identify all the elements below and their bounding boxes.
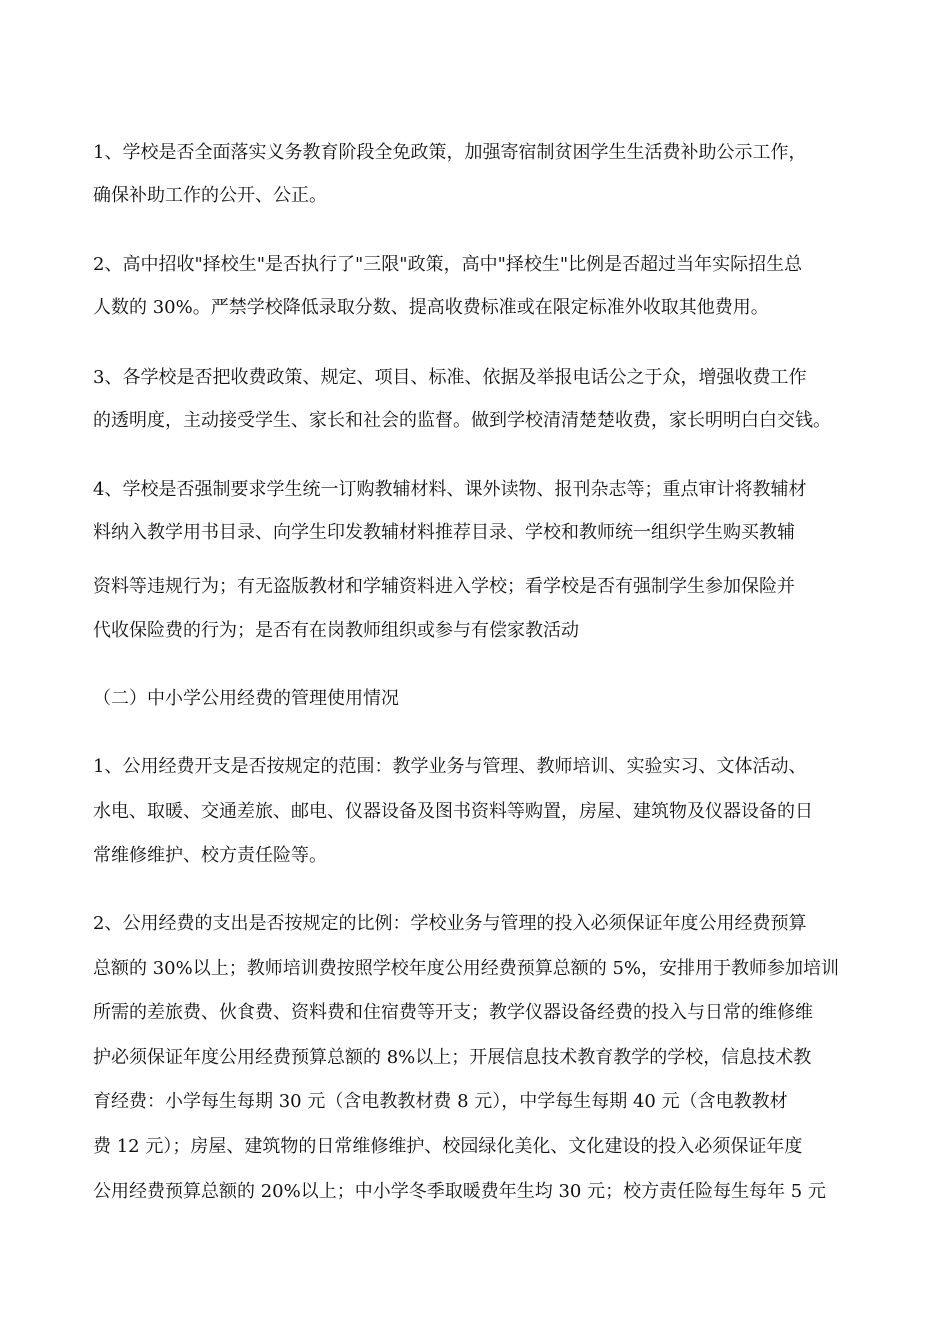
text-line: 资料等违规行为；有无盗版教材和学辅资料进入学校；看学校是否有强制学生参加保险并	[93, 576, 795, 597]
text-line: 4、学校是否强制要求学生统一订购教辅材料、课外读物、报刊杂志等；重点审计将教辅材	[93, 479, 807, 500]
text-line: 料纳入教学用书目录、向学生印发教辅材料推荐目录、学校和教师统一组织学生购买教辅	[93, 522, 795, 543]
text-line: 代收保险费的行为；是否有在岗教师组织或参与有偿家教活动	[93, 620, 579, 641]
text-line: 2、高中招收"择校生"是否执行了"三限"政策，高中"择校生"比例是否超过当年实际招生总	[93, 254, 803, 275]
text-line: 常维修维护、校方责任险等。	[93, 845, 327, 866]
text-line: 3、各学校是否把收费政策、规定、项目、标准、依据及举报电话公之于众，增强收费工作	[93, 367, 807, 388]
text-line: 所需的差旅费、伙食费、资料费和住宿费等开支；教学仪器设备经费的投入与日常的维修维	[93, 1002, 813, 1023]
text-line: 护必须保证年度公用经费预算总额的 8%以上；开展信息技术教育教学的学校，信息技术教	[93, 1047, 812, 1068]
text-line: 总额的 30%以上；教师培训费按照学校年度公用经费预算总额的 5%，安排用于教师参加培训	[93, 958, 840, 979]
text-line: 1、学校是否全面落实义务教育阶段全免政策，加强寄宿制贫困学生生活费补助公示工作，	[93, 142, 807, 163]
text-line: 确保补助工作的公开、公正。	[93, 185, 327, 206]
text-line: 2、公用经费的支出是否按规定的比例：学校业务与管理的投入必须保证年度公用经费预算	[93, 913, 807, 934]
text-line: 育经费：小学每生每期 30 元（含电教教材费 8 元），中学每生每期 40 元（含电教教材	[93, 1091, 788, 1112]
text-line: 人数的 30%。严禁学校降低录取分数、提高收费标准或在限定标准外收取其他费用。	[93, 297, 769, 318]
text-line: 费 12 元）；房屋、建筑物的日常维修维护、校园绿化美化、文化建设的投入必须保证年度	[93, 1136, 803, 1157]
text-line: 公用经费预算总额的 20%以上；中小学冬季取暖费年生均 30 元；校方责任险每生每年 5 元	[93, 1181, 826, 1202]
section-heading: （二）中小学公用经费的管理使用情况	[93, 688, 399, 709]
text-line: 水电、取暖、交通差旅、邮电、仪器设备及图书资料等购置，房屋、建筑物及仪器设备的日	[93, 801, 813, 822]
text-line: 的透明度，主动接受学生、家长和社会的监督。做到学校清清楚楚收费，家长明明白白交钱。	[93, 410, 831, 431]
text-line: 1、公用经费开支是否按规定的范围：教学业务与管理、教师培训、实验实习、文体活动、	[93, 756, 807, 777]
